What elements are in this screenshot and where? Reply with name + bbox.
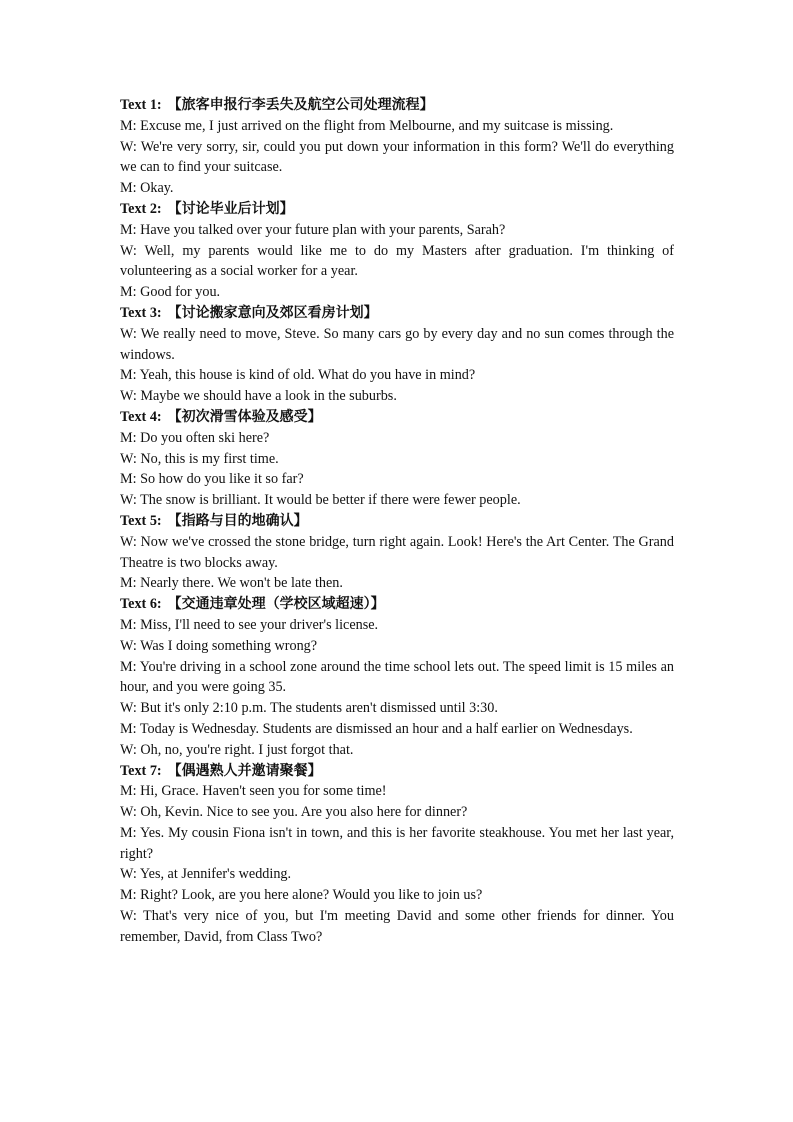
dialogue-line: W: Oh, Kevin. Nice to see you. Are you also here for dinner?	[120, 804, 468, 821]
text-section-3	[120, 303, 674, 407]
dialogue-line: M: Hi, Grace. Haven't seen you for some time!	[120, 783, 387, 800]
dialogue-line: W: We're very sorry, sir, could you put down your information in this form? We'll do everything we can to find your suitcase.	[120, 138, 674, 176]
dialogue-line: M: Have you talked over your future plan with your parents, Sarah?	[120, 221, 506, 238]
dialogue-line: M: So how do you like it so far?	[120, 471, 304, 488]
dialogue-line: W: No, this is my first time.	[120, 450, 279, 467]
dialogue-line: W: Yes, at Jennifer's wedding.	[120, 866, 292, 883]
text-section-6	[120, 594, 674, 760]
text-heading	[120, 95, 674, 116]
text-label: Text 3:	[120, 304, 162, 321]
dialogue-line: W: But it's only 2:10 p.m. The students aren't dismissed until 3:30.	[120, 700, 498, 717]
dialogue-line: M: Right? Look, are you here alone? Would you like to join us?	[120, 887, 483, 904]
text-heading	[120, 407, 674, 428]
text-label: Text 4:	[120, 408, 162, 425]
text-title: 【初次滑雪体验及感受】	[167, 408, 322, 425]
text-section-2	[120, 199, 674, 303]
dialogue-line: W: Well, my parents would like me to do my Masters after graduation. I'm thinking of volunteering as a social worker for a year.	[120, 242, 674, 280]
text-label: Text 6:	[120, 596, 162, 613]
text-title: 【旅客申报行李丢失及航空公司处理流程】	[167, 97, 434, 113]
text-title: 【讨论搬家意向及郊区看房计划】	[167, 304, 378, 321]
text-title: 【指路与目的地确认】	[167, 512, 308, 529]
dialogue-line: W: Was I doing something wrong?	[120, 637, 318, 654]
text-label: Text 1:	[120, 97, 162, 113]
dialogue-line: W: Oh, no, you're right. I just forgot that.	[120, 741, 354, 758]
dialogue-line: W: We really need to move, Steve. So many cars go by every day and no sun comes through the windows.	[120, 325, 674, 363]
text-heading	[120, 511, 674, 532]
dialogue-line: M: Nearly there. We won't be late then.	[120, 575, 343, 592]
text-title: 【偶遇熟人并邀请聚餐】	[167, 762, 322, 779]
text-heading	[120, 594, 674, 615]
dialogue-line: M: Miss, I'll need to see your driver's license.	[120, 616, 379, 633]
dialogue-line: W: The snow is brilliant. It would be better if there were fewer people.	[120, 492, 521, 509]
dialogue-line: W: Now we've crossed the stone bridge, turn right again. Look! Here's the Art Center. The Grand Theatre is two blocks away.	[120, 533, 674, 571]
dialogue-line: M: Yes. My cousin Fiona isn't in town, and this is her favorite steakhouse. You met her last year, right?	[120, 824, 674, 862]
transcript-page	[120, 95, 674, 948]
text-section-5	[120, 511, 674, 594]
dialogue-line: M: You're driving in a school zone around the time school lets out. The speed limit is 15 miles an hour, and you were going 35.	[120, 658, 674, 696]
text-title: 【讨论毕业后计划】	[167, 200, 294, 217]
dialogue-line: M: Yeah, this house is kind of old. What do you have in mind?	[120, 367, 476, 384]
text-section-7	[120, 761, 674, 948]
dialogue-line: M: Do you often ski here?	[120, 429, 270, 446]
text-section-4	[120, 407, 674, 511]
dialogue-line: M: Good for you.	[120, 284, 221, 301]
dialogue-line: W: That's very nice of you, but I'm meeting David and some other friends for dinner. You remember, David, from Class Two?	[120, 908, 674, 945]
text-heading	[120, 303, 674, 324]
text-label: Text 5:	[120, 512, 162, 529]
dialogue-line: M: Okay.	[120, 180, 174, 197]
text-label: Text 7:	[120, 762, 162, 779]
text-section-1	[120, 95, 674, 199]
text-label: Text 2:	[120, 200, 162, 217]
text-heading	[120, 761, 674, 782]
dialogue-line: W: Maybe we should have a look in the suburbs.	[120, 388, 397, 405]
dialogue-line: M: Excuse me, I just arrived on the flight from Melbourne, and my suitcase is missing.	[120, 117, 614, 134]
text-title: 【交通违章处理（学校区域超速）】	[167, 596, 385, 613]
dialogue-line: M: Today is Wednesday. Students are dismissed an hour and a half earlier on Wednesdays.	[120, 720, 633, 737]
text-heading	[120, 199, 674, 220]
